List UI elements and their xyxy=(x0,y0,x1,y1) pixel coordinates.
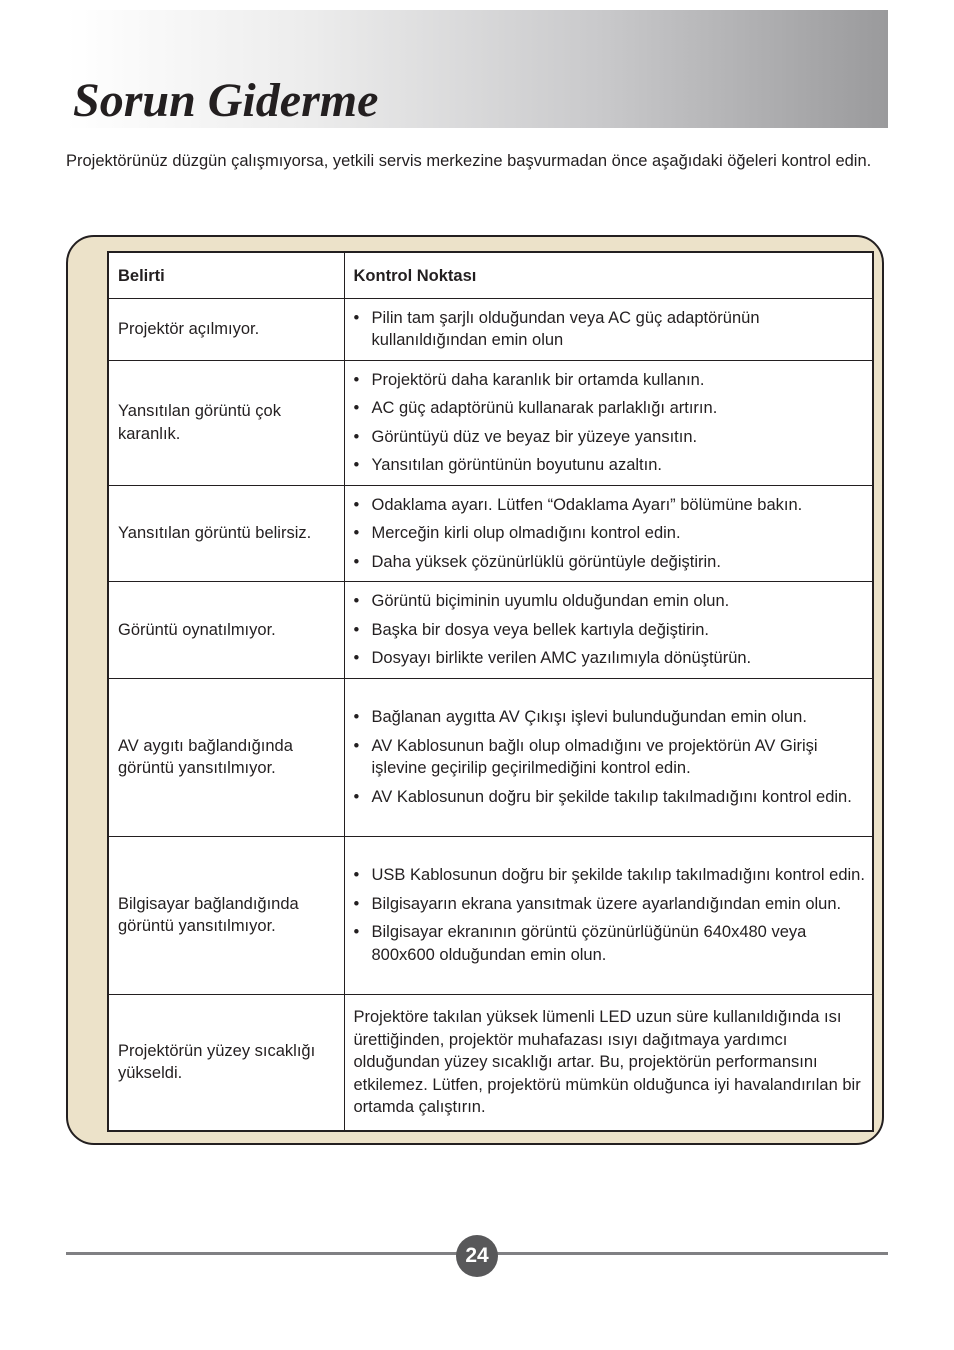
check-list xyxy=(354,307,867,352)
check-item: • AV Kablosunun bağlı olup olmadığını ve projektörün AV Girişi işlevine geçirilip geçirilmediğini kontrol edin. xyxy=(354,735,867,780)
check-cell xyxy=(344,678,873,836)
intro-paragraph: Projektörünüz düzgün çalışmıyorsa, yetkili servis merkezine başvurmadan önce aşağıdaki öğeleri kontrol edin. xyxy=(66,152,872,170)
table-header-row xyxy=(108,252,873,298)
check-item: • Dosyayı birlikte verilen AMC yazılımıyla dönüştürün. xyxy=(354,647,867,670)
check-item: • Görüntüyü düz ve beyaz bir yüzeye yansıtın. xyxy=(354,426,867,449)
header-symptom: Belirti xyxy=(108,252,344,298)
check-item: • Bilgisayar ekranının görüntü çözünürlüğünün 640x480 veya 800x600 olduğundan emin olun. xyxy=(354,921,867,966)
symptom-cell: Görüntü oynatılmıyor. xyxy=(108,582,344,679)
check-item: • Görüntü biçiminin uyumlu olduğundan emin olun. xyxy=(354,590,867,613)
symptom-cell: AV aygıtı bağlandığında görüntü yansıtılmıyor. xyxy=(108,678,344,836)
symptom-cell: Yansıtılan görüntü belirsiz. xyxy=(108,485,344,582)
table-row xyxy=(108,298,873,360)
symptom-cell: Projektörün yüzey sıcaklığı yükseldi. xyxy=(108,994,344,1131)
check-list xyxy=(354,864,867,966)
check-cell xyxy=(344,298,873,360)
check-cell xyxy=(344,360,873,485)
check-item: • AV Kablosunun doğru bir şekilde takılıp takılmadığını kontrol edin. xyxy=(354,786,867,809)
header-control-point: Kontrol Noktası xyxy=(344,252,873,298)
table-row xyxy=(108,485,873,582)
check-cell xyxy=(344,582,873,679)
check-paragraph: Projektöre takılan yüksek lümenli LED uzun süre kullanıldığında ısı ürettiğinden, projektör muhafazası ısıyı dağıtmaya yardımcı olduğundan yüzey sıcaklığı artar. Bu, projektörün performansını etkilemez. Lütfen, projektörü mümkün olduğunca iyi havalandırılan bir ortamda çalıştırın. xyxy=(344,994,873,1131)
check-cell xyxy=(344,485,873,582)
check-item: • Pilin tam şarjlı olduğundan veya AC güç adaptörünün kullanıldığından emin olun xyxy=(354,307,867,352)
table-row xyxy=(108,360,873,485)
check-list xyxy=(354,590,867,670)
check-item: • Bilgisayarın ekrana yansıtmak üzere ayarlandığından emin olun. xyxy=(354,893,867,916)
check-item: • USB Kablosunun doğru bir şekilde takılıp takılmadığını kontrol edin. xyxy=(354,864,867,887)
symptom-cell: Yansıtılan görüntü çok karanlık. xyxy=(108,360,344,485)
check-item: • Başka bir dosya veya bellek kartıyla değiştirin. xyxy=(354,619,867,642)
table-row xyxy=(108,994,873,1131)
troubleshooting-table xyxy=(107,251,874,1132)
table-row xyxy=(108,678,873,836)
check-item: • Daha yüksek çözünürlüklü görüntüyle değiştirin. xyxy=(354,551,867,574)
check-cell xyxy=(344,836,873,994)
symptom-cell: Projektör açılmıyor. xyxy=(108,298,344,360)
check-item: • Odaklama ayarı. Lütfen “Odaklama Ayarı” bölümüne bakın. xyxy=(354,494,867,517)
check-list xyxy=(354,494,867,574)
symptom-cell: Bilgisayar bağlandığında görüntü yansıtılmıyor. xyxy=(108,836,344,994)
check-item: • Projektörü daha karanlık bir ortamda kullanın. xyxy=(354,369,867,392)
check-list xyxy=(354,369,867,477)
check-item: • Merceğin kirli olup olmadığını kontrol edin. xyxy=(354,522,867,545)
page-title: Sorun Giderme xyxy=(73,74,379,127)
check-item: • AC güç adaptörünü kullanarak parlaklığı artırın. xyxy=(354,397,867,420)
check-list xyxy=(354,706,867,808)
check-item: • Yansıtılan görüntünün boyutunu azaltın. xyxy=(354,454,867,477)
page-number: 24 xyxy=(456,1235,498,1277)
table-row xyxy=(108,582,873,679)
table-row xyxy=(108,836,873,994)
check-item: • Bağlanan aygıtta AV Çıkışı işlevi bulunduğundan emin olun. xyxy=(354,706,867,729)
